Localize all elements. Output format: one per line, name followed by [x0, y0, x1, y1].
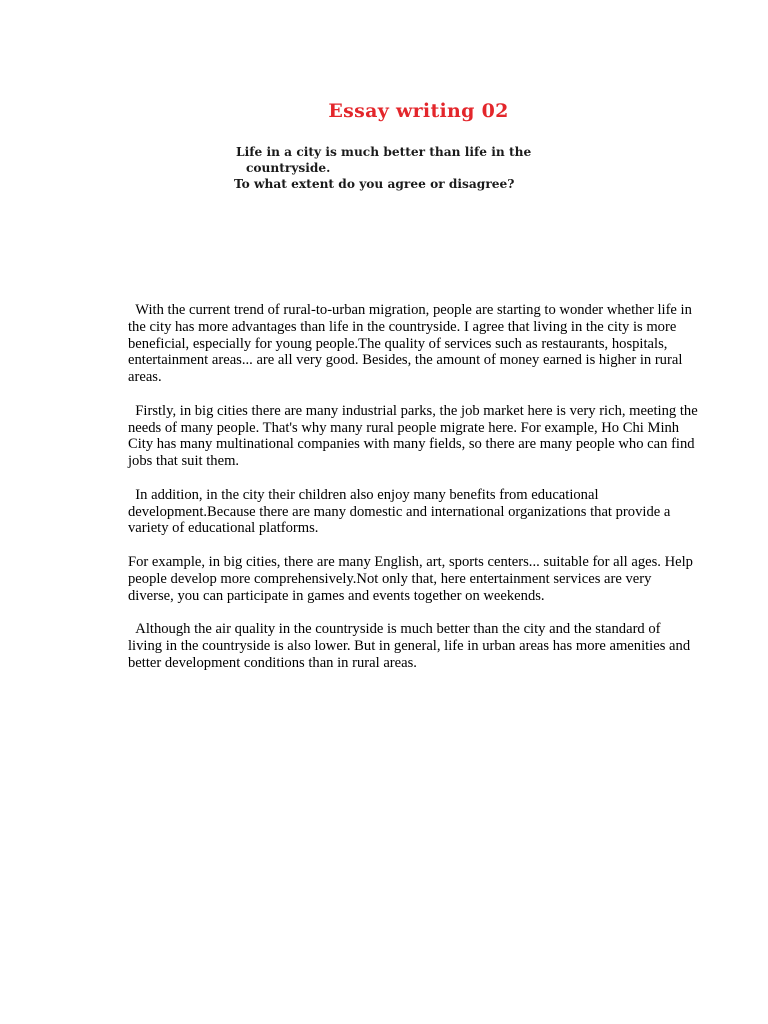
paragraph-introduction: With the current trend of rural-to-urban migration, people are starting to wonder whether life in the city has more advantages than life in the countryside. I agree that living in the city is more beneficial, especially for young people.The quality of services such as restaurants, hospitals, entertainment areas... are all very good. Besides, the amount of money earned is higher in rural areas. — [128, 302, 696, 386]
essay-header-image — [226, 92, 606, 202]
paragraph-entertainment: For example, in big cities, there are many English, art, sports centers... suitable for all ages. Help people develop more comprehensively.Not only that, here entertainment services are very diverse, you can participate in games and events together on weekends. — [128, 553, 697, 604]
prompt-line-2: countryside. — [246, 161, 331, 175]
prompt-line-3: To what extent do you agree or disagree? — [234, 177, 515, 191]
paragraph-conclusion: Although the air quality in the countryside is much better than the city and the standard of living in the countryside is also lower. But in general, life in urban areas has more amenities and better development conditions than in rural areas. — [128, 621, 694, 671]
paragraph-jobs: Firstly, in big cities there are many industrial parks, the job market here is very rich, meeting the needs of many people. That's why many rural people migrate here. For example, Ho Chi Minh City has many multinational companies with many fields, so there are many people who can find jobs that suit them. — [128, 402, 702, 470]
essay-title: Essay writing 02 — [328, 100, 509, 122]
essay-prompt — [226, 144, 606, 192]
paragraph-education: In addition, in the city their children also enjoy many benefits from educational development.Because there are many domestic and international organizations that provide a variety of educational platforms. — [128, 486, 674, 537]
essay-body — [128, 302, 702, 688]
prompt-line-1: Life in a city is much better than life in the — [236, 145, 532, 159]
